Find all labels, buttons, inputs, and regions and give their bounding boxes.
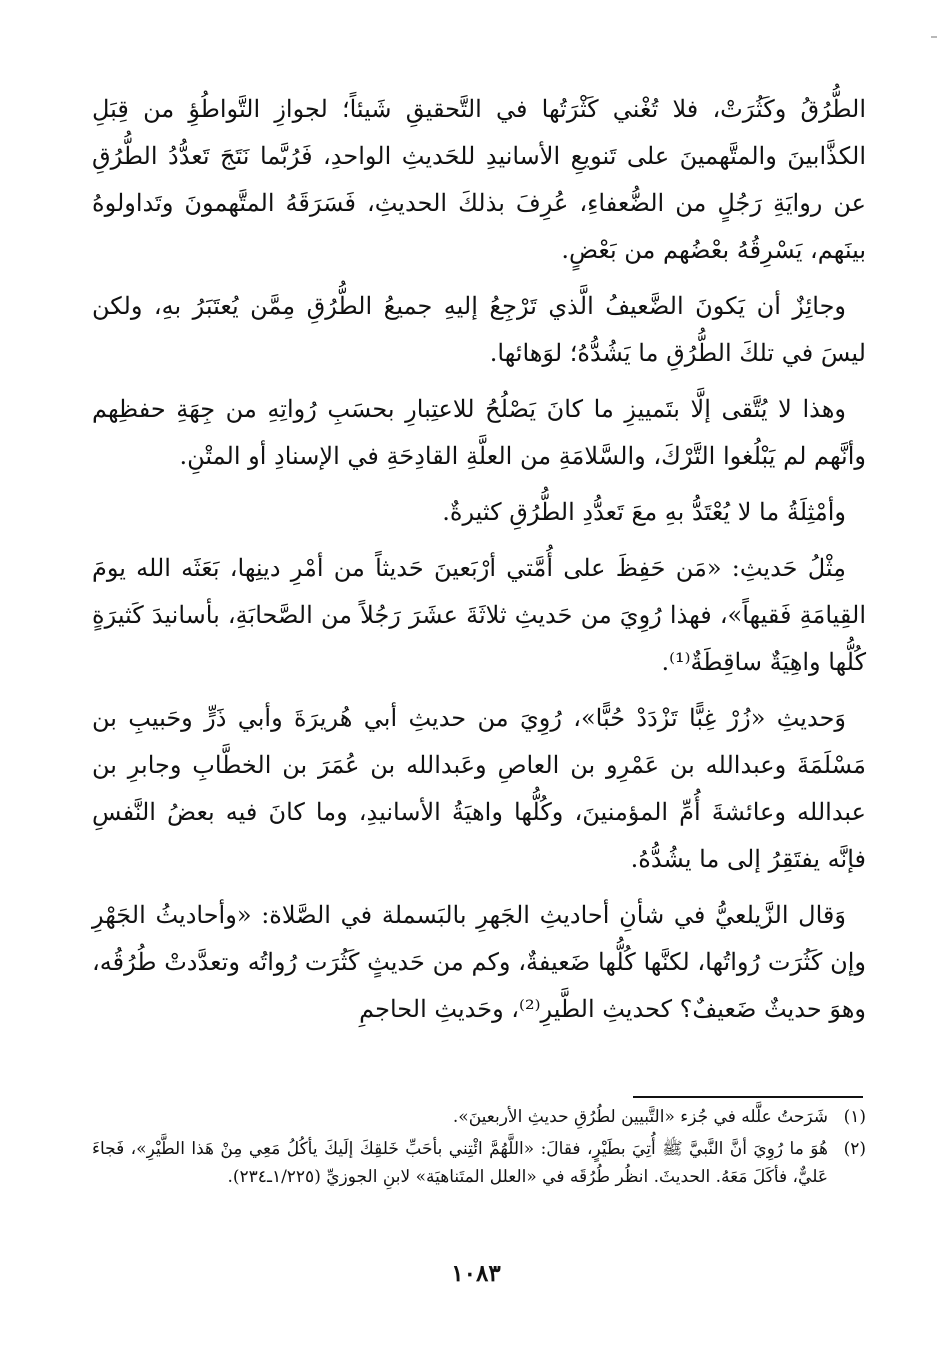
paragraph: وَقال الزَّيلعيُّ في شأنِ أحاديثِ الجَهرِ بالبَسملة في الصَّلاة: «وأحاديثُ الجَهْرِ وإن كَثُرَت رُواتُها، لكنَّها كُلُّها ضَعيفةٌ، وكم من حَديثٍ كَثُرَت رُواتُه وتعدَّدتْ طُرُقُه، وهوَ حديثٌ ضَعيفٌ؟ كحديثِ الطَّيرِ⁽²⁾، وحَديثِ الحاجمِ bbox=[92, 901, 866, 1023]
paragraph: وَحديثِ «زُرْ غِبًّا تَزْدَدْ حُبًّا»، رُوِيَ من حديثِ أبي هُريرَةَ وأبي ذَرٍّ وحَبيبِ بن مَسْلَمَةَ وعبدالله بن عَمْرِو بن العاصِ وعَبدالله بن عُمَرَ بن الخطَّابِ وجابرِ بن عبدالله وعائشةَ أُمِّ المؤمنينَ، وكُلُّها واهيَةُ الأسانيدِ، وما كانَ فيه بعضُ النَّفسِ فإنَّه يفتَقِرُ إلى ما يشُدُّهُ. bbox=[92, 704, 866, 873]
scan-mark bbox=[931, 36, 937, 38]
paragraph: الطُّرُقُ وكَثُرَتْ، فلا تُغْني كَثْرَتُها في التَّحقيقِ شَيئاً؛ لجوازِ التَّواطُؤِ من قِبَلِ الكذَّابينَ والمتَّهمينَ على تَنويعِ الأسانيدِ للحَديثِ الواحدِ، فَرُبَّما نَتَجَ تَعدُّدُ الطُّرُقِ عن روايَةِ رَجُلٍ من الضُّعفاءِ، عُرِفَ بذلكَ الحديثِ، فَسَرَقَهُ المتَّهمونَ وتَداولوهُ بينَهم، يَسْرِقُهُ بعْضُهم من بَعْضٍ. bbox=[92, 95, 866, 264]
footnote-divider bbox=[633, 1096, 863, 1098]
page-number: ١٠٨٣ bbox=[451, 1260, 501, 1287]
footnotes bbox=[92, 1103, 866, 1195]
paragraph: وجائِزٌ أن يَكونَ الضَّعيفُ الَّذي تَرْجِعُ إليهِ جميعُ الطُّرُقِ مِمَّن يُعتَبَرُ بهِ، ولكن ليسَ في تلكَ الطُّرُقِ ما يَشُدُّهُ؛ لوَهائها. bbox=[92, 292, 866, 367]
paragraph: وهذا لا يُتَّقى إلَّا بتَمييزِ ما كانَ يَصْلُحُ للاعتِبارِ بحسَبِ رُواتِهِ من جِهَةِ حفظِهم وأنَّهم لم يَبْلُغوا التَّرْكَ، والسَّلامَةِ من العلَّةِ القادِحَةِ في الإسنادِ أو المتْنِ. bbox=[92, 395, 866, 470]
footnote bbox=[92, 1103, 866, 1131]
footnote-number: (٢) bbox=[843, 1139, 866, 1159]
footnote-text: هُوَ ما رُوِيَ أنَّ النَّبيَّ ﷺ أُتِيَ بطَيْرٍ، فقالَ: «اللَّهُمَّ ائْتِني بأحَبِّ خَلقِكَ إلَيكَ يأكُلُ مَعِي مِنْ هَذا الطَّيْرِ»، فَجاءَ عَليٌّ، فأكَلَ مَعَهُ. الحديثَ. انظُر طُرُقَه في «العلل المتَناهيَة» لابنِ الجوزيِّ (١/٢٢٥ـ٢٣٤). bbox=[92, 1139, 828, 1187]
footnote-text: شَرَحتُ علَّله في جُزء «التَّبيين لطُرُقِ حديثِ الأربعينَ». bbox=[452, 1107, 828, 1127]
footnote-number: (١) bbox=[843, 1107, 866, 1127]
paragraph: مِثْلُ حَديثِ: «مَن حَفِظَ على أُمَّتي أرْبَعينَ حَديثاً من أمْرِ دينِها، بَعَثَه الله يومَ القِيامَةِ فَقيهاً»، فهذا رُوِيَ من حَديثِ ثلاثَةَ عشَرَ رَجُلاً من الصَّحابَةِ، بأسانيدَ كَثيرَةٍ كُلُّها واهِيَةٌ ساقِطَةٌ⁽¹⁾. bbox=[92, 554, 866, 676]
footnote bbox=[92, 1135, 866, 1191]
main-text bbox=[92, 86, 866, 1042]
paragraph: وأمْثِلَةُ ما لا يُعْتَدُّ بهِ معَ تَعدُّدِ الطُّرُقِ كثيرةٌ. bbox=[442, 498, 846, 526]
